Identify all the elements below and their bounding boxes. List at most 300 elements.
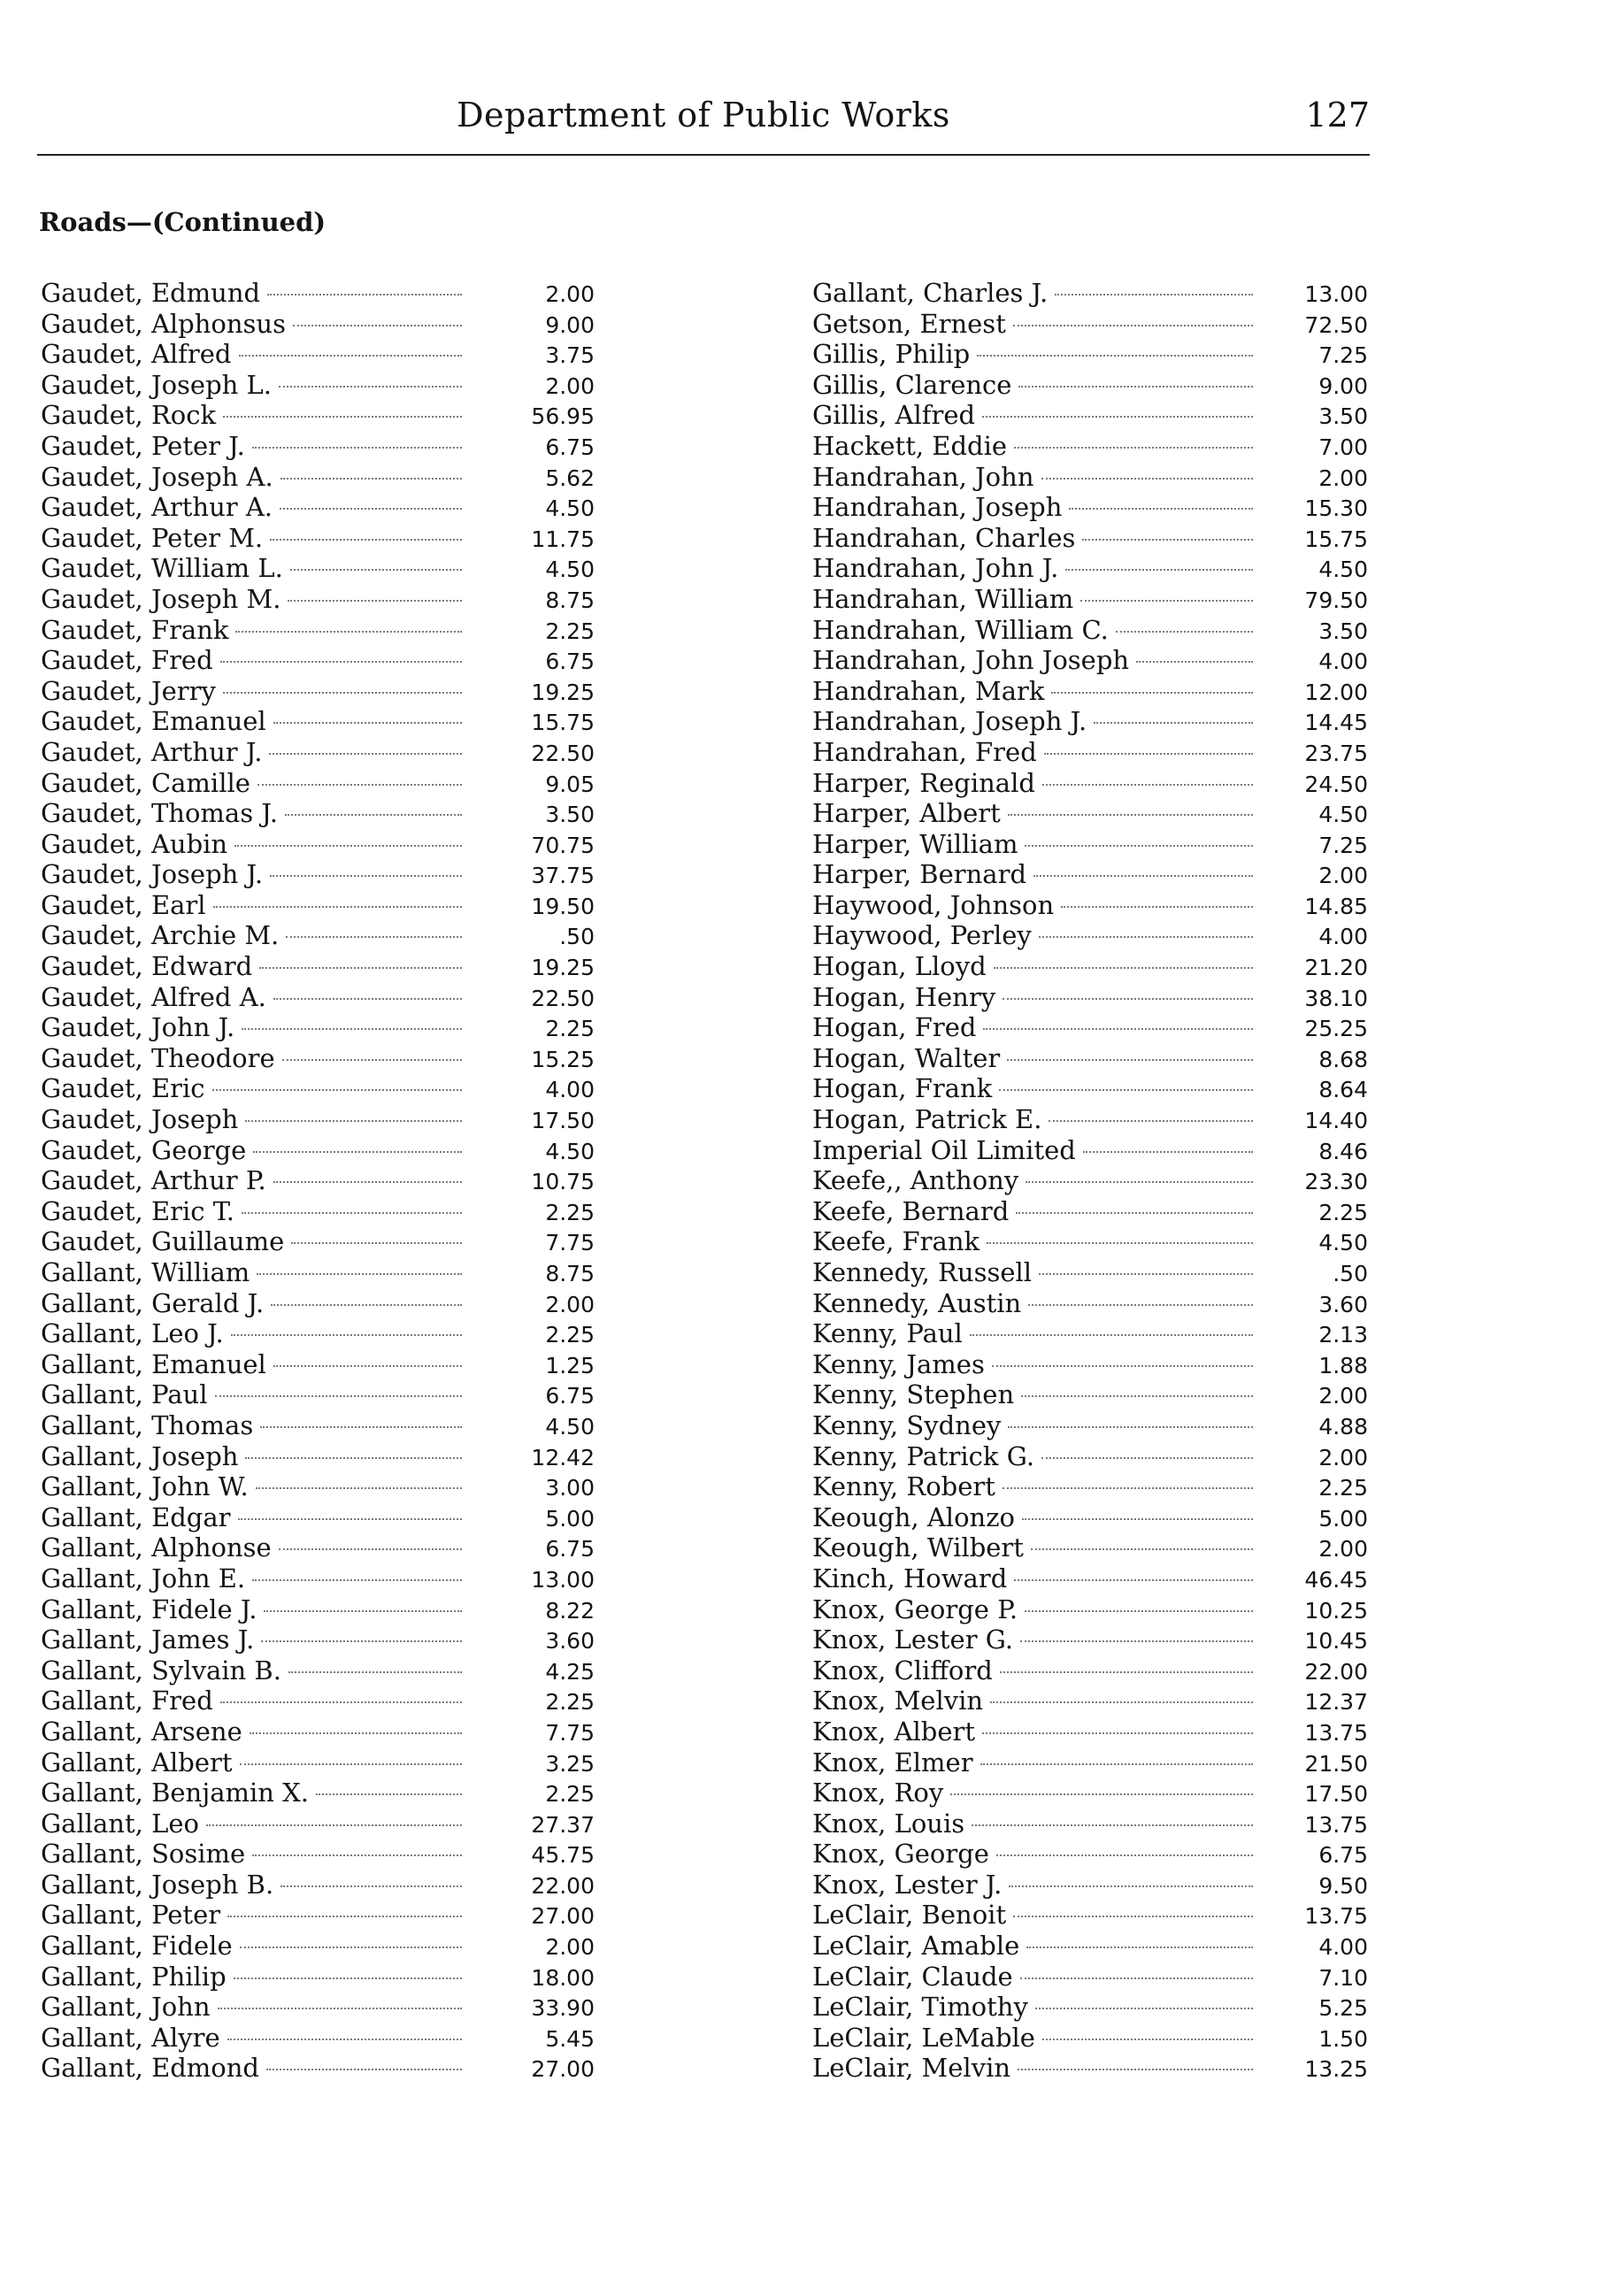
entry-name: Gallant, Edgar xyxy=(41,1501,231,1532)
list-item xyxy=(812,1532,1368,1563)
list-item xyxy=(41,1165,595,1196)
list-item xyxy=(812,523,1368,554)
entry-name: Gaudet, Edward xyxy=(41,951,253,982)
entry-name: Knox, George P. xyxy=(812,1593,1018,1624)
entry-amount: 2.13 xyxy=(1318,1322,1368,1348)
dot-leader xyxy=(273,722,462,724)
entry-name: Gallant, Paul xyxy=(41,1379,208,1410)
entry-name: Gaudet, Alfred A. xyxy=(41,981,266,1012)
list-item xyxy=(41,1471,595,1502)
list-item xyxy=(41,615,595,646)
list-item xyxy=(41,1870,595,1901)
dot-leader xyxy=(253,1151,462,1153)
entry-name: Gallant, Emanuel xyxy=(41,1348,266,1379)
entry-amount: 27.00 xyxy=(531,2056,595,2083)
entry-amount: 3.50 xyxy=(1318,618,1368,644)
dot-leader xyxy=(257,784,462,786)
entry-amount: 12.42 xyxy=(531,1444,595,1471)
entry-amount: 7.25 xyxy=(1318,832,1368,858)
list-item xyxy=(812,1992,1368,2023)
list-item xyxy=(41,462,595,493)
dot-leader xyxy=(282,1059,462,1061)
entry-name: Hogan, Patrick E. xyxy=(812,1104,1042,1135)
list-item xyxy=(41,982,595,1013)
dot-leader xyxy=(280,508,462,510)
entry-amount: 2.00 xyxy=(1318,1536,1368,1563)
dot-leader xyxy=(980,1763,1253,1765)
dot-leader xyxy=(223,416,462,418)
entry-name: Gaudet, Rock xyxy=(41,400,217,431)
entry-name: Kenny, Robert xyxy=(812,1471,995,1502)
entry-amount: 2.25 xyxy=(1318,1475,1368,1501)
dot-leader xyxy=(1020,1640,1253,1642)
list-item xyxy=(41,278,595,309)
list-item xyxy=(41,1135,595,1166)
dot-leader xyxy=(279,386,462,388)
entry-name: Knox, Albert xyxy=(812,1716,976,1747)
entry-name: Harper, Reginald xyxy=(812,767,1035,798)
list-item xyxy=(41,1686,595,1716)
entry-name: Harper, William xyxy=(812,828,1018,859)
entry-amount: 4.50 xyxy=(1318,802,1368,828)
dot-leader xyxy=(1042,2039,1253,2040)
entry-amount: 15.25 xyxy=(531,1046,595,1072)
dot-leader xyxy=(240,1947,462,1948)
dot-leader xyxy=(270,875,462,877)
dot-leader xyxy=(280,1885,462,1887)
entry-name: Gaudet, Guillaume xyxy=(41,1226,285,1257)
entry-amount: 27.37 xyxy=(531,1811,595,1838)
list-item xyxy=(41,1624,595,1655)
list-item xyxy=(41,1441,595,1472)
entry-amount: 70.75 xyxy=(531,832,595,858)
entry-amount: 15.30 xyxy=(1304,495,1368,522)
list-item xyxy=(812,1410,1368,1441)
entry-name: Handrahan, William xyxy=(812,583,1074,614)
dot-leader xyxy=(273,1181,462,1183)
entry-amount: 2.00 xyxy=(1318,1444,1368,1471)
dot-leader xyxy=(1061,906,1253,908)
dot-leader xyxy=(983,1028,1253,1030)
entry-name: Gallant, Peter xyxy=(41,1900,221,1931)
dot-leader xyxy=(1026,1947,1253,1948)
list-item xyxy=(812,492,1368,523)
entry-name: Handrahan, Mark xyxy=(812,675,1045,706)
list-item xyxy=(812,737,1368,768)
entry-name: Gaudet, Eric xyxy=(41,1073,205,1104)
entry-name: Gallant, Fidele J. xyxy=(41,1593,257,1624)
list-item xyxy=(41,1349,595,1380)
entry-amount: 7.10 xyxy=(1318,1964,1368,1991)
entry-amount: 15.75 xyxy=(1304,526,1368,552)
entry-amount: 3.75 xyxy=(545,342,595,369)
entry-name: Gaudet, Joseph L. xyxy=(41,369,273,400)
entry-amount: 25.25 xyxy=(1304,1016,1368,1042)
entry-amount: 8.75 xyxy=(545,1261,595,1286)
entry-name: Kennedy, Russell xyxy=(812,1257,1033,1287)
list-item xyxy=(41,431,595,462)
entry-amount: 9.00 xyxy=(545,311,595,338)
dot-leader xyxy=(270,539,462,541)
entry-name: Handrahan, John Joseph xyxy=(812,645,1130,676)
entry-amount: 4.88 xyxy=(1318,1413,1368,1440)
list-item xyxy=(812,1135,1368,1166)
list-item xyxy=(812,768,1368,799)
entry-amount: 12.37 xyxy=(1304,1689,1368,1716)
dot-leader xyxy=(1042,784,1253,786)
dot-leader xyxy=(1055,294,1253,296)
entry-amount: 10.45 xyxy=(1304,1628,1368,1655)
list-item xyxy=(812,1747,1368,1778)
entry-amount: 19.25 xyxy=(531,679,595,705)
list-item xyxy=(41,1594,595,1625)
dot-leader xyxy=(972,1824,1253,1826)
entry-amount: 2.00 xyxy=(545,372,595,399)
list-item xyxy=(41,492,595,523)
entry-amount: 5.45 xyxy=(545,2025,595,2052)
entry-amount: 13.25 xyxy=(1304,2056,1368,2083)
list-item xyxy=(41,768,595,799)
page-number: 127 xyxy=(1305,96,1370,134)
entry-name: Gallant, Gerald J. xyxy=(41,1287,265,1318)
dot-leader xyxy=(1094,722,1253,724)
dot-leader xyxy=(252,1854,462,1856)
entry-name: Gaudet, Earl xyxy=(41,889,206,920)
list-item xyxy=(41,1104,595,1135)
dot-leader xyxy=(1018,386,1253,388)
list-item xyxy=(812,1502,1368,1533)
dot-leader xyxy=(1007,1059,1253,1061)
dot-leader xyxy=(1035,2008,1253,2009)
entry-name: Kenny, Patrick G. xyxy=(812,1440,1035,1471)
list-item xyxy=(812,584,1368,615)
dot-leader xyxy=(1022,1518,1253,1520)
dot-leader xyxy=(1069,508,1253,510)
entry-amount: 3.50 xyxy=(545,802,595,828)
entry-amount: 5.00 xyxy=(545,1505,595,1532)
entry-name: Kenny, Stephen xyxy=(812,1379,1015,1410)
list-item xyxy=(41,737,595,768)
entry-amount: 4.50 xyxy=(545,1138,595,1164)
dot-leader xyxy=(970,1334,1253,1336)
entry-name: Gallant, Leo xyxy=(41,1808,199,1839)
dot-leader xyxy=(285,814,462,816)
entry-amount: 27.00 xyxy=(531,1903,595,1930)
list-item xyxy=(41,370,595,401)
entry-amount: 8.46 xyxy=(1318,1138,1368,1164)
list-item xyxy=(812,1808,1368,1839)
dot-leader xyxy=(264,1610,462,1612)
dot-leader xyxy=(1080,600,1253,602)
entry-amount: 3.60 xyxy=(1318,1291,1368,1317)
list-item xyxy=(812,645,1368,676)
list-item xyxy=(812,1043,1368,1074)
section-heading: Roads—(Continued) xyxy=(39,207,327,237)
dot-leader xyxy=(1136,661,1253,663)
entry-amount: 22.50 xyxy=(531,740,595,766)
dot-leader xyxy=(213,906,462,908)
dot-leader xyxy=(273,998,462,1000)
entry-amount: 3.60 xyxy=(545,1628,595,1655)
entry-name: Harper, Bernard xyxy=(812,859,1027,890)
entry-amount: 13.00 xyxy=(1304,281,1368,307)
list-item xyxy=(41,1226,595,1257)
entry-amount: 8.22 xyxy=(545,1597,595,1624)
dot-leader xyxy=(1009,1885,1253,1887)
list-item xyxy=(812,1594,1368,1625)
entry-name: Handrahan, William C. xyxy=(812,614,1109,645)
list-item xyxy=(812,1655,1368,1686)
entry-amount: 9.50 xyxy=(1318,1872,1368,1899)
entry-name: Gaudet, Theodore xyxy=(41,1042,275,1073)
entry-name: Knox, Roy xyxy=(812,1778,944,1808)
entry-amount: 13.75 xyxy=(1304,1903,1368,1930)
entry-amount: 2.25 xyxy=(1318,1199,1368,1225)
entry-amount: 6.75 xyxy=(1318,1842,1368,1869)
list-item xyxy=(812,982,1368,1013)
entry-amount: 2.25 xyxy=(545,1689,595,1716)
entry-name: Gallant, Joseph xyxy=(41,1440,239,1471)
list-item xyxy=(41,920,595,951)
entry-name: Gallant, Joseph B. xyxy=(41,1869,274,1900)
entry-name: Gallant, John W. xyxy=(41,1471,249,1502)
list-item xyxy=(812,553,1368,584)
entry-name: Gallant, Arsene xyxy=(41,1716,242,1747)
entry-amount: 8.75 xyxy=(545,587,595,613)
entry-name: Gallant, Alphonse xyxy=(41,1532,272,1563)
dot-leader xyxy=(242,1028,462,1030)
left-column-list xyxy=(41,278,595,2084)
entry-name: Gallant, John xyxy=(41,1992,211,2023)
right-column-list xyxy=(812,278,1368,2084)
entry-amount: 2.00 xyxy=(545,1291,595,1317)
entry-amount: 3.50 xyxy=(1318,403,1368,430)
entry-amount: 33.90 xyxy=(531,1995,595,2022)
dot-leader xyxy=(291,1242,462,1244)
dot-leader xyxy=(1028,1304,1253,1306)
dot-leader xyxy=(256,1487,462,1489)
entry-name: Getson, Ernest xyxy=(812,308,1006,339)
dot-leader xyxy=(982,416,1253,418)
list-item xyxy=(41,1839,595,1870)
dot-leader xyxy=(1008,1426,1253,1428)
entry-name: LeClair, LeMable xyxy=(812,2022,1035,2053)
dot-leader xyxy=(245,1457,462,1459)
entry-name: Gaudet, Camille xyxy=(41,767,250,798)
entry-name: Gaudet, Thomas J. xyxy=(41,798,278,829)
entry-amount: 2.25 xyxy=(545,1199,595,1225)
entry-name: Handrahan, Joseph J. xyxy=(812,706,1087,737)
list-item xyxy=(41,339,595,370)
dot-leader xyxy=(261,1640,462,1642)
dot-leader xyxy=(1003,1487,1253,1489)
entry-name: Kenny, Paul xyxy=(812,1318,963,1349)
list-item xyxy=(812,431,1368,462)
entry-name: Hogan, Henry xyxy=(812,981,996,1012)
entry-amount: 4.00 xyxy=(545,1077,595,1103)
list-item xyxy=(812,1716,1368,1747)
entry-name: Gallant, Thomas xyxy=(41,1409,254,1440)
entry-amount: 37.75 xyxy=(531,863,595,889)
entry-name: Gaudet, Arthur A. xyxy=(41,492,273,523)
list-item xyxy=(41,1012,595,1043)
entry-name: Handrahan, John xyxy=(812,461,1034,492)
list-item xyxy=(812,920,1368,951)
entry-amount: 4.50 xyxy=(545,495,595,522)
entry-amount: 11.75 xyxy=(531,526,595,552)
entry-name: Keough, Wilbert xyxy=(812,1532,1024,1563)
dot-leader xyxy=(269,753,462,755)
entry-name: Harper, Albert xyxy=(812,798,1001,829)
dot-leader xyxy=(212,1089,463,1091)
list-item xyxy=(41,859,595,890)
list-item xyxy=(41,584,595,615)
entry-amount: 7.25 xyxy=(1318,342,1368,369)
dot-leader xyxy=(288,1671,462,1673)
entry-name: Kennedy, Austin xyxy=(812,1287,1022,1318)
entry-name: Gaudet, Emanuel xyxy=(41,706,266,737)
entry-name: Gillis, Clarence xyxy=(812,369,1012,400)
dot-leader xyxy=(1008,814,1253,816)
entry-amount: 13.75 xyxy=(1304,1719,1368,1746)
entry-name: Gaudet, Alphonsus xyxy=(41,308,286,339)
list-item xyxy=(41,309,595,340)
entry-amount: 79.50 xyxy=(1304,587,1368,613)
dot-leader xyxy=(240,1763,462,1765)
dot-leader xyxy=(231,1334,462,1336)
entry-amount: 22.00 xyxy=(531,1872,595,1899)
list-item xyxy=(812,951,1368,982)
dot-leader xyxy=(290,569,462,571)
list-item xyxy=(812,278,1368,309)
list-item xyxy=(41,1073,595,1104)
entry-name: Kinch, Howard xyxy=(812,1563,1008,1593)
dot-leader xyxy=(235,631,462,633)
list-item xyxy=(41,951,595,982)
dot-leader xyxy=(227,1916,462,1917)
list-item xyxy=(812,1962,1368,1993)
dot-leader xyxy=(220,1701,462,1703)
list-item xyxy=(812,1165,1368,1196)
entry-amount: 4.50 xyxy=(1318,1230,1368,1256)
entry-name: Keefe, Frank xyxy=(812,1226,980,1257)
dot-leader xyxy=(238,1518,462,1520)
list-item xyxy=(812,615,1368,646)
entry-amount: 3.25 xyxy=(545,1750,595,1777)
list-item xyxy=(812,462,1368,493)
entry-amount: 45.75 xyxy=(531,1842,595,1869)
dot-leader xyxy=(252,447,462,449)
list-item xyxy=(812,1900,1368,1931)
dot-leader xyxy=(259,967,462,969)
dot-leader xyxy=(257,1273,462,1275)
dot-leader xyxy=(223,692,462,694)
dot-leader xyxy=(1033,875,1253,877)
entry-name: Knox, Clifford xyxy=(812,1655,993,1686)
list-item xyxy=(812,1870,1368,1901)
list-item xyxy=(812,1318,1368,1349)
entry-name: Knox, Lester J. xyxy=(812,1869,1003,1900)
list-item xyxy=(41,1318,595,1349)
dot-leader xyxy=(1044,753,1253,755)
entry-name: Gaudet, Joseph J. xyxy=(41,859,264,890)
dot-leader xyxy=(977,355,1253,357)
entry-name: LeClair, Benoit xyxy=(812,1900,1007,1931)
entry-name: Keefe, Bernard xyxy=(812,1195,1010,1226)
entry-name: Gaudet, George xyxy=(41,1134,247,1165)
entry-amount: 2.00 xyxy=(1318,863,1368,889)
dot-leader xyxy=(1041,1457,1253,1459)
list-item xyxy=(41,1716,595,1747)
dot-leader xyxy=(218,2008,462,2009)
list-item xyxy=(41,1502,595,1533)
dot-leader xyxy=(1026,1181,1253,1183)
list-item xyxy=(812,339,1368,370)
entry-name: Gallant, John E. xyxy=(41,1563,246,1593)
list-item xyxy=(812,1257,1368,1288)
entry-name: Knox, Melvin xyxy=(812,1686,984,1716)
entry-amount: 6.75 xyxy=(545,1383,595,1409)
dot-leader xyxy=(1013,325,1253,326)
dot-leader xyxy=(950,1793,1253,1795)
entry-name: Kenny, James xyxy=(812,1348,985,1379)
entry-amount: 7.75 xyxy=(545,1230,595,1256)
dot-leader xyxy=(1049,1120,1253,1122)
entry-name: Gaudet, Alfred xyxy=(41,339,232,370)
entry-name: Gaudet, Jerry xyxy=(41,675,216,706)
entry-name: Hogan, Fred xyxy=(812,1012,977,1043)
entry-amount: 18.00 xyxy=(531,1964,595,1991)
entry-amount: 7.00 xyxy=(1318,434,1368,460)
entry-name: Gaudet, Archie M. xyxy=(41,920,280,951)
dot-leader xyxy=(1065,569,1253,571)
list-item xyxy=(812,829,1368,860)
dot-leader xyxy=(1082,539,1253,541)
dot-leader xyxy=(987,1242,1253,1244)
entry-name: Gallant, Benjamin X. xyxy=(41,1778,310,1808)
entry-amount: 6.75 xyxy=(545,649,595,675)
list-item xyxy=(41,1043,595,1074)
entry-amount: 22.50 xyxy=(531,985,595,1011)
entry-name: Haywood, Perley xyxy=(812,920,1032,951)
entry-name: Gallant, Albert xyxy=(41,1747,233,1778)
entry-amount: 7.75 xyxy=(545,1719,595,1746)
entry-amount: 38.10 xyxy=(1304,985,1368,1011)
entry-name: Gallant, Charles J. xyxy=(812,278,1049,308)
list-item xyxy=(41,1931,595,1962)
dot-leader xyxy=(206,1824,462,1826)
entry-amount: 8.68 xyxy=(1318,1046,1368,1072)
entry-amount: 72.50 xyxy=(1304,311,1368,338)
dot-leader xyxy=(220,661,462,663)
entry-amount: 6.75 xyxy=(545,434,595,460)
entry-amount: 4.00 xyxy=(1318,649,1368,675)
entry-amount: 2.00 xyxy=(545,281,595,307)
entry-amount: 5.25 xyxy=(1318,1995,1368,2022)
entry-name: Gallant, Sosime xyxy=(41,1839,246,1870)
entry-amount: 13.00 xyxy=(531,1566,595,1593)
list-item xyxy=(41,2053,595,2084)
list-item xyxy=(812,798,1368,829)
entry-name: Handrahan, Joseph xyxy=(812,492,1063,523)
list-item xyxy=(812,1686,1368,1716)
dot-leader xyxy=(994,967,1253,969)
entry-name: Knox, Elmer xyxy=(812,1747,973,1778)
list-item xyxy=(41,1563,595,1594)
entry-name: Gaudet, Joseph xyxy=(41,1104,239,1135)
list-item xyxy=(41,523,595,554)
entry-name: Imperial Oil Limited xyxy=(812,1134,1076,1165)
